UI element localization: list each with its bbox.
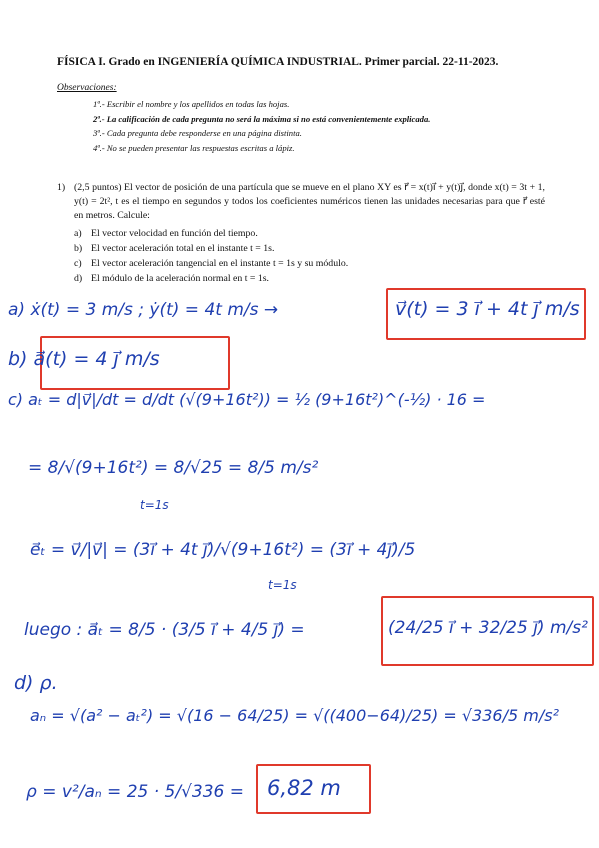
subitem-label: a) bbox=[74, 228, 82, 239]
subitem-text: El vector velocidad en función del tiempo. bbox=[91, 228, 258, 239]
answer-c-line3: e⃗ₜ = v⃗/|v⃗| = (3i⃗ + 4t j⃗)/√(9+16t²) = (3i⃗ + 4j⃗)/5 bbox=[30, 540, 416, 560]
observations-list bbox=[93, 97, 430, 155]
question-1 bbox=[57, 181, 545, 223]
answer-d-line1: aₙ = √(a² − aₜ²) = √(16 − 64/25) = √((400−64)/25) = √336/5 m/s² bbox=[30, 706, 559, 725]
observation-item: 1ª.- Escribir el nombre y los apellidos en todas las hojas. bbox=[93, 99, 290, 109]
subitem-c bbox=[74, 256, 348, 271]
subitem-d bbox=[74, 271, 348, 286]
answer-c-boxed: (24/25 i⃗ + 32/25 j⃗) m/s² bbox=[388, 618, 588, 638]
subitem-a bbox=[74, 226, 348, 241]
answer-c-line1: c) aₜ = d|v⃗|/dt = d/dt (√(9+16t²)) = ½ (9+16t²)^(-½) · 16 = bbox=[8, 390, 486, 409]
observations-heading: Observaciones: bbox=[57, 83, 117, 93]
question-statement: (2,5 puntos) El vector de posición de una partícula que se mueve en el plano XY es r⃗ = x(t)i⃗ + y(t)j⃗, donde x(t) = 3t + 1, y(t) = 2t², t es el tiempo en segundos y todos los coeficientes numéricos tienen las unidades necesarias para que r⃗ esté en metros. Calcule: bbox=[74, 182, 545, 221]
answer-c-t1: t=1s bbox=[140, 498, 169, 512]
subitem-label: b) bbox=[74, 243, 83, 254]
subitem-text: El vector aceleración tangencial en el instante t = 1s y su módulo. bbox=[91, 258, 349, 269]
subitem-text: El vector aceleración total en el instante t = 1s. bbox=[91, 243, 275, 254]
answer-d-line2: ρ = v²/aₙ = 25 · 5/√336 = bbox=[26, 782, 245, 802]
subitem-label: d) bbox=[74, 273, 83, 284]
observation-item: 3ª.- Cada pregunta debe responderse en una página distinta. bbox=[93, 128, 302, 138]
question-number: 1) bbox=[57, 182, 66, 193]
answer-c-line2: = 8/√(9+16t²) = 8/√25 = 8/5 m/s² bbox=[28, 458, 319, 478]
answer-b-boxed: b) a⃗(t) = 4 j⃗ m/s bbox=[8, 348, 160, 370]
answer-a-boxed: v⃗(t) = 3 i⃗ + 4t j⃗ m/s bbox=[395, 298, 580, 320]
answer-d-boxed: 6,82 m bbox=[267, 776, 341, 800]
observation-item: 4ª.- No se pueden presentar las respuestas escritas a lápiz. bbox=[93, 142, 295, 153]
answer-a-line: a) ẋ(t) = 3 m/s ; ẏ(t) = 4t m/s → bbox=[8, 300, 279, 320]
subitem-b bbox=[74, 241, 348, 256]
answer-c-t2: t=1s bbox=[268, 578, 297, 592]
question-subitems bbox=[74, 226, 348, 286]
subitem-label: c) bbox=[74, 258, 82, 269]
answer-c-line4: luego : a⃗ₜ = 8/5 · (3/5 i⃗ + 4/5 j⃗) = bbox=[24, 620, 305, 640]
observation-item: 2ª.- La calificación de cada pregunta no será la máxima si no está convenientemente explicada. bbox=[93, 113, 431, 124]
answer-d-head: d) ρ. bbox=[14, 672, 58, 694]
subitem-text: El módulo de la aceleración normal en t = 1s. bbox=[91, 273, 269, 284]
exam-title: FÍSICA I. Grado en INGENIERÍA QUÍMICA INDUSTRIAL. Primer parcial. 22-11-2023. bbox=[57, 56, 499, 68]
